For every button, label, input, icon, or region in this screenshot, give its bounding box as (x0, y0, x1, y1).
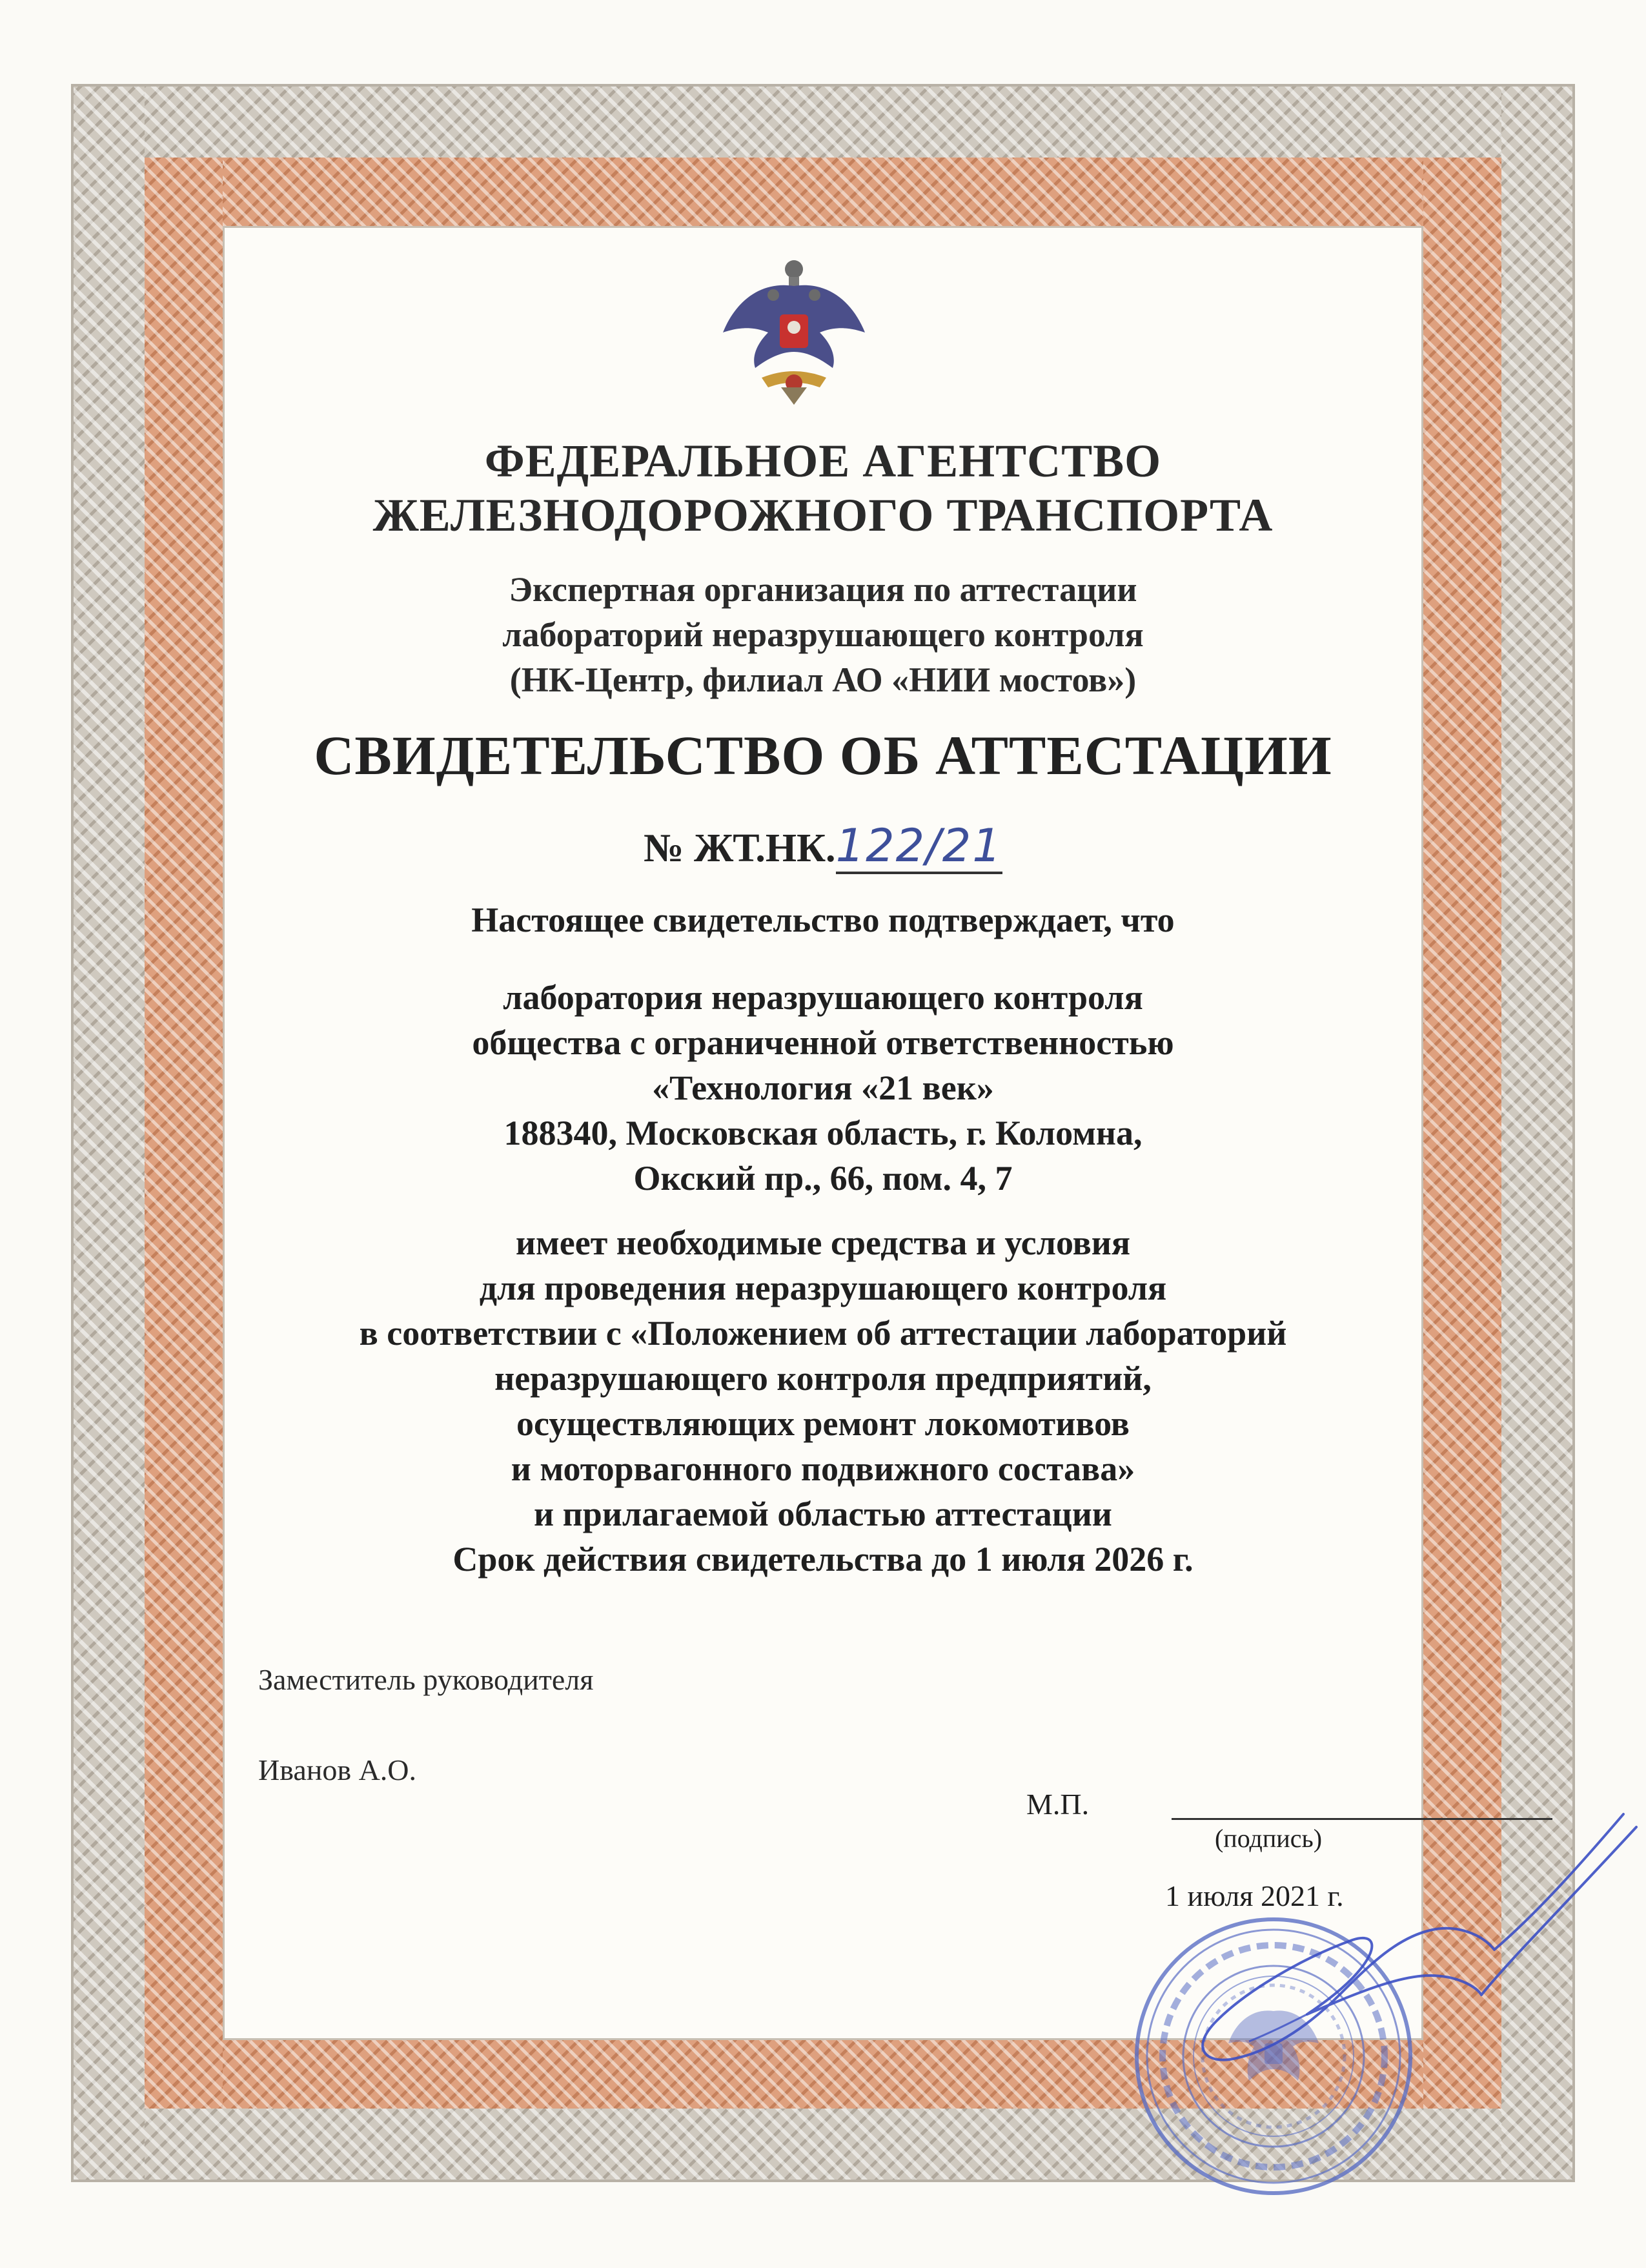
conditions-line-1: имеет необходимые средства и условия (515, 1223, 1131, 1262)
agency-line-1: ФЕДЕРАЛЬНОЕ АГЕНТСТВО (484, 435, 1162, 487)
conditions-line-2: для проведения неразрушающего контроля (479, 1269, 1167, 1307)
signature-date: 1 июля 2021 г. (1165, 1879, 1344, 1912)
laboratory-block (223, 975, 1423, 1201)
frame-band-outer-left (74, 87, 145, 2180)
agency-line-2: ЖЕЛЕЗНОДОРОЖНОГО ТРАНСПОРТА (372, 489, 1274, 541)
lab-line-4: 188340, Московская область, г. Коломна, (503, 1114, 1143, 1152)
lab-line-3: «Технология «21 век» (652, 1068, 994, 1107)
conditions-line-5: осуществляющих ремонт локомотивов (516, 1404, 1130, 1443)
org-line-3: (НК-Центр, филиал АО «НИИ мостов») (509, 660, 1137, 699)
org-line-2: лабораторий неразрушающего контроля (502, 615, 1144, 654)
expert-organization (223, 567, 1423, 702)
conditions-line-6: и моторвагонного подвижного состава» (511, 1449, 1135, 1488)
conditions-line-3: в соответствии с «Положением об аттестации лабораторий (359, 1314, 1287, 1353)
org-line-1: Экспертная организация по аттестации (509, 570, 1137, 609)
conditions-block (223, 1220, 1423, 1537)
conditions-line-7: и прилагаемой областью аттестации (534, 1495, 1112, 1533)
confirmation-text: Настоящее свидетельство подтверждает, что (471, 901, 1175, 939)
lab-line-2: общества с ограниченной ответственностью (472, 1023, 1174, 1062)
certificate-content (223, 226, 1423, 2040)
signatory-name: Иванов А.О. (258, 1753, 417, 1786)
agency-name (223, 434, 1423, 542)
validity-text: Срок действия свидетельства до 1 июля 2026 г. (452, 1540, 1194, 1578)
handwritten-signature (1094, 1801, 1643, 2124)
signature-caption: (подпись) (1214, 1824, 1323, 1853)
certificate-number-handwritten: 122/21 (836, 820, 1002, 874)
lab-line-5: Окский пр., 66, пом. 4, 7 (633, 1159, 1013, 1198)
certificate-number-prefix: № ЖТ.НК. (644, 826, 836, 870)
certificate-number (223, 820, 1423, 874)
seal-place-mark: М.П. (1026, 1788, 1090, 1821)
signatory-position: Заместитель руководителя (258, 1663, 594, 1696)
certificate-title: СВИДЕТЕЛЬСТВО ОБ АТТЕСТАЦИИ (314, 724, 1332, 786)
conditions-line-4: неразрушающего контроля предприятий, (494, 1359, 1152, 1398)
frame-band-inner-left (145, 158, 223, 2109)
lab-line-1: лаборатория неразрушающего контроля (503, 978, 1143, 1017)
frame-band-inner-top (145, 158, 1501, 226)
frame-band-outer-top (74, 87, 1572, 158)
